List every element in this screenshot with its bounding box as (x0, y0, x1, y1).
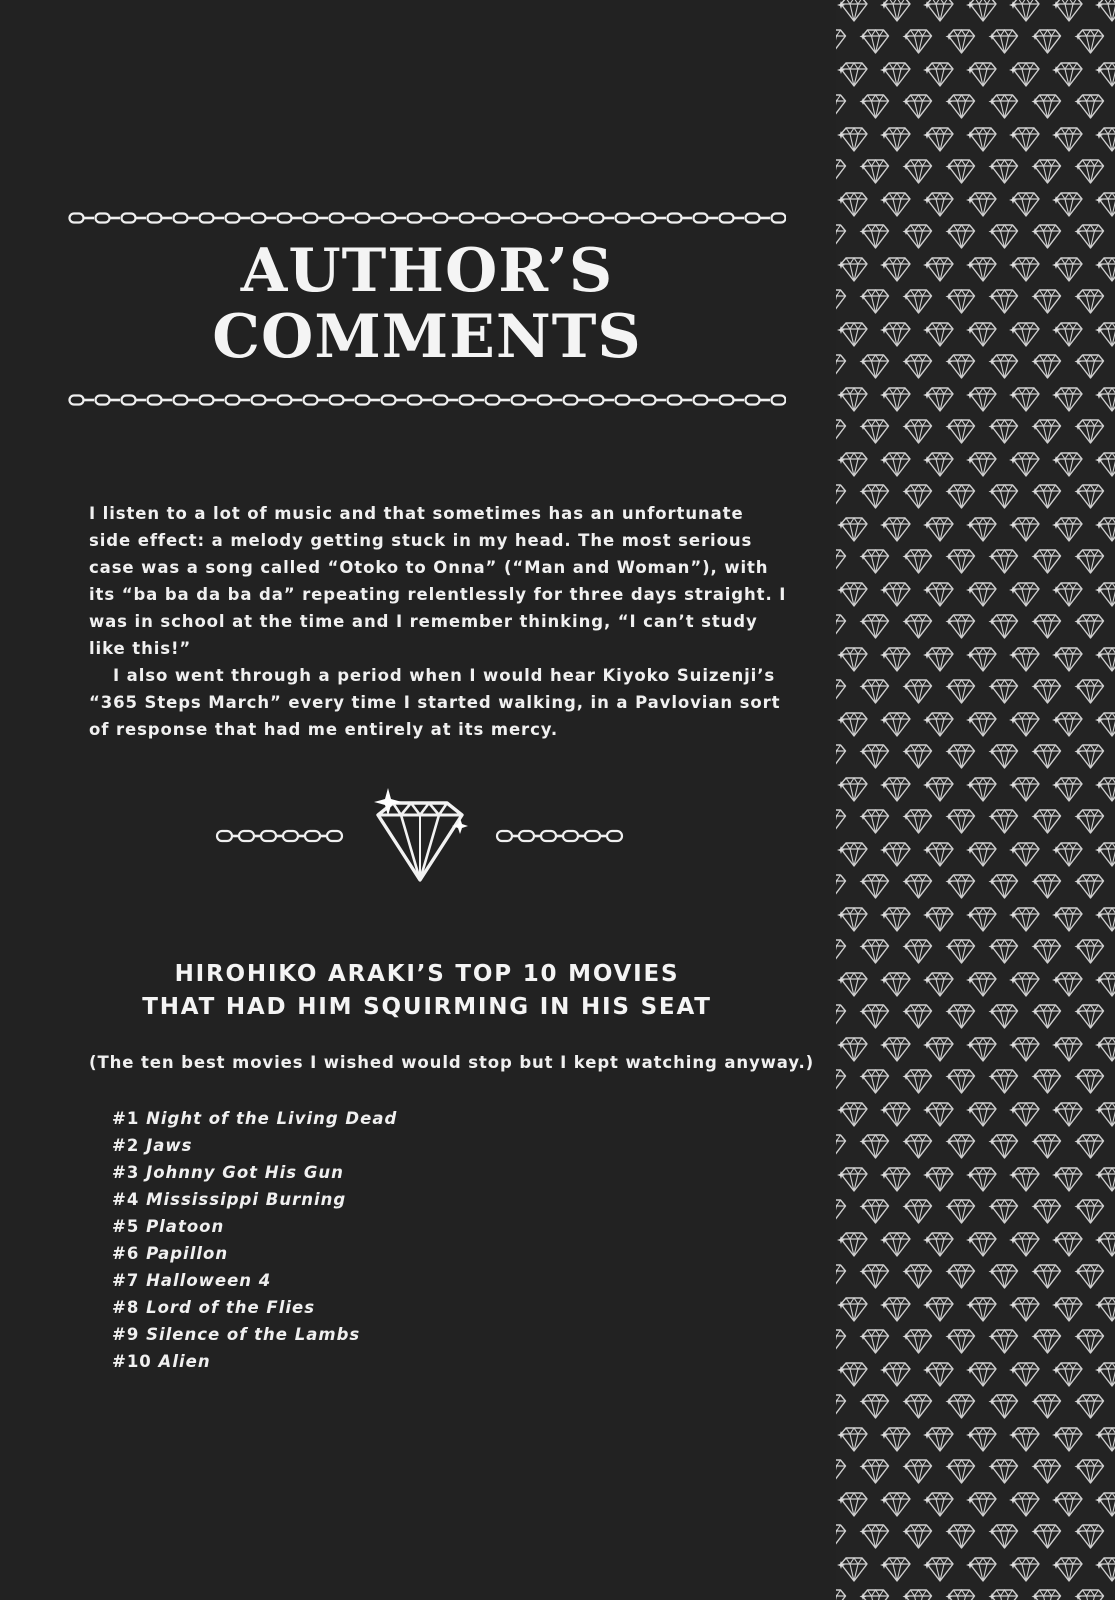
movie-rank: #6 (112, 1244, 140, 1263)
movie-rank: #2 (112, 1136, 140, 1155)
top-movies-heading-line-2: THAT HAD HIM SQUIRMING IN HIS SEAT (142, 994, 712, 1020)
chain-link-left (217, 831, 342, 841)
page-title-line-1: AUTHOR’S (240, 236, 614, 306)
movie-title: Silence of the Lambs (146, 1325, 361, 1344)
chain-link-right (497, 831, 622, 841)
diamond-divider (215, 788, 635, 890)
movie-rank: #3 (112, 1163, 140, 1182)
movie-rank: #5 (112, 1217, 140, 1236)
movie-list-item (112, 1348, 397, 1375)
movie-list-item (112, 1159, 397, 1186)
comment-paragraph-1: I listen to a lot of music and that sometimes has an unfortunate side effect: a melody getting stuck in my head. The most serious case was a song called “Otoko to Onna” (“Man and Woman”), with its “ba ba da ba da” repeating relentlessly for three days straight. I was in school at the time and I remember thinking, “I can’t study like this!” (89, 504, 787, 658)
diamond-pattern-strip (836, 0, 1115, 1600)
movie-rank: #1 (112, 1109, 140, 1128)
movie-list-item (112, 1132, 397, 1159)
movie-rank: #7 (112, 1271, 140, 1290)
top-movies-heading (68, 958, 786, 1024)
movie-list-item (112, 1267, 397, 1294)
movie-rank: #4 (112, 1190, 140, 1209)
top-movies-subtitle: (The ten best movies I wished would stop but I kept watching anyway.) (89, 1053, 815, 1072)
movie-title: Jaws (146, 1136, 193, 1155)
chain-border-bottom (68, 393, 786, 407)
chain-border-top (68, 211, 786, 225)
movie-list-item (112, 1213, 397, 1240)
diamond-pattern-icon (836, 0, 1115, 1600)
movie-title: Papillon (146, 1244, 229, 1263)
top-movies-list (112, 1105, 397, 1375)
movie-rank: #9 (112, 1325, 140, 1344)
movie-title: Mississippi Burning (146, 1190, 347, 1209)
movie-title: Night of the Living Dead (146, 1109, 398, 1128)
movie-list-item (112, 1105, 397, 1132)
movie-list-item (112, 1186, 397, 1213)
movie-rank: #8 (112, 1298, 140, 1317)
movie-list-item (112, 1321, 397, 1348)
page-title-line-2: COMMENTS (212, 302, 642, 372)
comment-paragraph-2: I also went through a period when I would hear Kiyoko Suizenji’s “365 Steps March” every time I started walking, in a Pavlovian sort of response that had me entirely at its mercy. (89, 666, 781, 739)
sparkling-diamond-icon (374, 788, 468, 880)
movie-list-item (112, 1240, 397, 1267)
movie-rank: #10 (112, 1352, 152, 1371)
movie-title: Platoon (146, 1217, 225, 1236)
movie-list-item (112, 1294, 397, 1321)
author-comment-text (89, 500, 789, 743)
movie-title: Johnny Got His Gun (146, 1163, 344, 1182)
movie-title: Alien (158, 1352, 211, 1371)
movie-title: Lord of the Flies (146, 1298, 316, 1317)
top-movies-heading-line-1: HIROHIKO ARAKI’S TOP 10 MOVIES (174, 961, 680, 987)
movie-title: Halloween 4 (146, 1271, 272, 1290)
page-title (68, 238, 786, 370)
